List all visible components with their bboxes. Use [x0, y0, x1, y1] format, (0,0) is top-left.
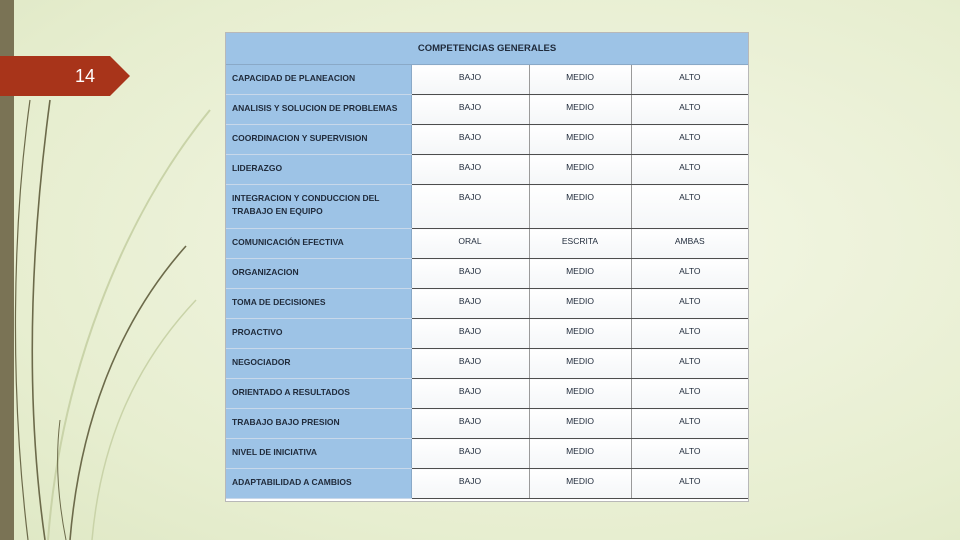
level-option: MEDIO	[529, 289, 631, 319]
competency-label: NIVEL DE INICIATIVA	[226, 439, 411, 469]
competency-label: LIDERAZGO	[226, 155, 411, 185]
level-option: ESCRITA	[529, 229, 631, 259]
level-option: MEDIO	[529, 349, 631, 379]
level-option: BAJO	[411, 289, 529, 319]
level-option: BAJO	[411, 319, 529, 349]
table-row	[226, 379, 748, 409]
table-row	[226, 95, 748, 125]
level-option: ALTO	[631, 125, 748, 155]
stroke-5	[92, 300, 196, 540]
level-option: ALTO	[631, 379, 748, 409]
level-option: MEDIO	[529, 259, 631, 289]
table-row	[226, 155, 748, 185]
stroke-4	[70, 246, 186, 540]
table-row	[226, 469, 748, 499]
level-option: BAJO	[411, 349, 529, 379]
level-option: ALTO	[631, 155, 748, 185]
level-option: BAJO	[411, 439, 529, 469]
level-option: ALTO	[631, 185, 748, 229]
stroke-3	[48, 110, 210, 540]
level-option: MEDIO	[529, 155, 631, 185]
level-option: ALTO	[631, 259, 748, 289]
competency-label: ORIENTADO A RESULTADOS	[226, 379, 411, 409]
table-row	[226, 229, 748, 259]
level-option: MEDIO	[529, 439, 631, 469]
level-option: AMBAS	[631, 229, 748, 259]
table-row	[226, 289, 748, 319]
level-option: ALTO	[631, 65, 748, 95]
level-option: MEDIO	[529, 95, 631, 125]
level-option: MEDIO	[529, 379, 631, 409]
level-option: BAJO	[411, 65, 529, 95]
level-option: ALTO	[631, 95, 748, 125]
competency-label: INTEGRACION Y CONDUCCION DEL TRABAJO EN EQUIPO	[226, 185, 411, 229]
slide-number: 14	[74, 66, 96, 86]
table-row	[226, 349, 748, 379]
level-option: BAJO	[411, 95, 529, 125]
level-option: MEDIO	[529, 185, 631, 229]
level-option: MEDIO	[529, 65, 631, 95]
level-option: BAJO	[411, 259, 529, 289]
table-row	[226, 65, 748, 95]
level-option: MEDIO	[529, 469, 631, 499]
table-row	[226, 185, 748, 229]
table-row	[226, 319, 748, 349]
level-option: BAJO	[411, 155, 529, 185]
competency-label: NEGOCIADOR	[226, 349, 411, 379]
level-option: MEDIO	[529, 409, 631, 439]
competency-label: TOMA DE DECISIONES	[226, 289, 411, 319]
table-body	[226, 65, 748, 499]
table-row	[226, 259, 748, 289]
level-option: BAJO	[411, 125, 529, 155]
competency-label: COMUNICACIÓN EFECTIVA	[226, 229, 411, 259]
competency-label: ADAPTABILIDAD A CAMBIOS	[226, 469, 411, 499]
level-option: BAJO	[411, 185, 529, 229]
competency-label: CAPACIDAD DE PLANEACION	[226, 65, 411, 95]
table-title: COMPETENCIAS GENERALES	[226, 33, 748, 65]
level-option: MEDIO	[529, 319, 631, 349]
competency-label: TRABAJO BAJO PRESION	[226, 409, 411, 439]
competencies-table	[225, 32, 749, 502]
level-option: ORAL	[411, 229, 529, 259]
level-option: BAJO	[411, 379, 529, 409]
stroke-1	[32, 100, 50, 540]
competencies-grid	[226, 33, 748, 499]
stroke-2	[15, 100, 30, 540]
competency-label: ANALISIS Y SOLUCION DE PROBLEMAS	[226, 95, 411, 125]
level-option: ALTO	[631, 319, 748, 349]
level-option: BAJO	[411, 409, 529, 439]
level-option: BAJO	[411, 469, 529, 499]
level-option: ALTO	[631, 289, 748, 319]
table-row	[226, 439, 748, 469]
table-row	[226, 125, 748, 155]
level-option: ALTO	[631, 439, 748, 469]
level-option: ALTO	[631, 469, 748, 499]
level-option: ALTO	[631, 349, 748, 379]
competency-label: PROACTIVO	[226, 319, 411, 349]
competency-label: ORGANIZACION	[226, 259, 411, 289]
level-option: ALTO	[631, 409, 748, 439]
slide-number-tag	[0, 56, 130, 96]
competency-label: COORDINACION Y SUPERVISION	[226, 125, 411, 155]
level-option: MEDIO	[529, 125, 631, 155]
table-row	[226, 409, 748, 439]
